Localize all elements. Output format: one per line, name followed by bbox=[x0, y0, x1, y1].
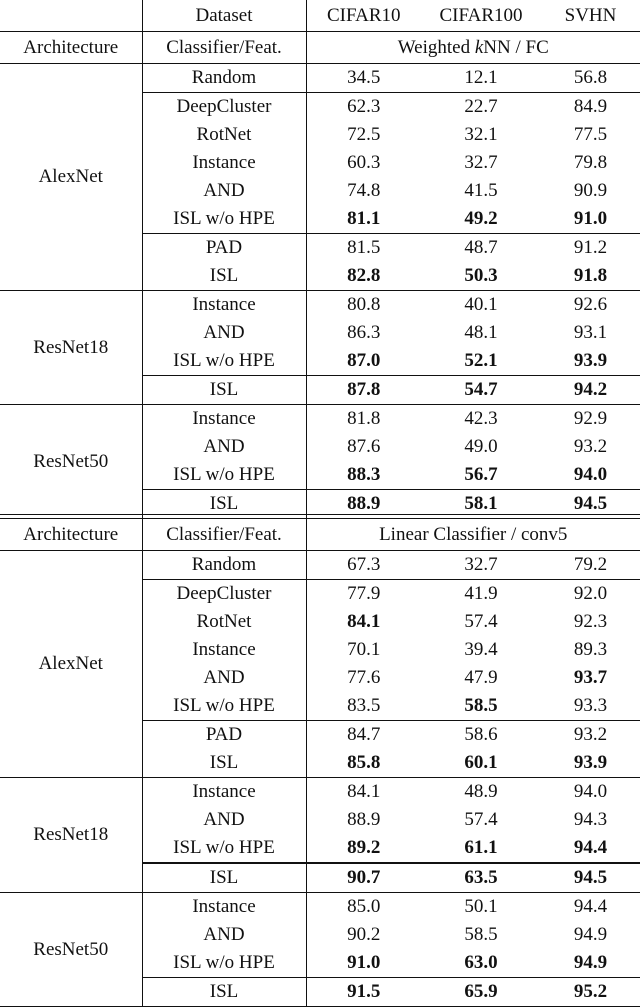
value-cell: 56.8 bbox=[541, 64, 640, 93]
method-cell: DeepCluster bbox=[142, 580, 306, 609]
method-cell: ISL w/o HPE bbox=[142, 347, 306, 376]
value-cell: 88.3 bbox=[306, 461, 421, 490]
value-cell: 72.5 bbox=[306, 121, 421, 149]
method-cell: AND bbox=[142, 177, 306, 205]
value-cell: 94.9 bbox=[573, 924, 608, 945]
value-cell: 82.8 bbox=[306, 262, 421, 291]
architecture-header: Architecture bbox=[0, 32, 142, 64]
table-row bbox=[0, 405, 640, 434]
method-cell: RotNet bbox=[142, 121, 306, 149]
value-cell: 87.0 bbox=[306, 347, 421, 376]
value-cell: 88.9 bbox=[306, 806, 421, 834]
value-cell: 83.5 bbox=[306, 692, 421, 721]
section-header-row bbox=[0, 32, 640, 64]
method-cell: ISL w/o HPE bbox=[142, 205, 306, 234]
value-cell: 94.0 bbox=[573, 464, 608, 485]
value-cell: 91.0 bbox=[306, 949, 421, 978]
value-cell: 65.9 bbox=[421, 978, 541, 1007]
method-cell: ISL w/o HPE bbox=[142, 834, 306, 863]
value-cell: 91.8 bbox=[573, 265, 608, 286]
architecture-header: Architecture bbox=[0, 519, 142, 551]
value-cell: 93.3 bbox=[573, 695, 608, 716]
value-cell: 48.7 bbox=[421, 234, 541, 263]
method-cell: DeepCluster bbox=[142, 93, 306, 122]
method-cell: Instance bbox=[142, 636, 306, 664]
value-cell: 81.8 bbox=[306, 405, 421, 434]
value-cell: 22.7 bbox=[421, 93, 541, 122]
value-cell: 62.3 bbox=[306, 93, 421, 122]
value-cell: 93.2 bbox=[541, 721, 640, 750]
value-cell: 56.7 bbox=[464, 464, 498, 485]
value-cell: 41.9 bbox=[421, 580, 541, 609]
table-separator-rule bbox=[0, 514, 640, 515]
value-cell: 32.1 bbox=[464, 124, 498, 145]
method-cell: Instance bbox=[142, 405, 306, 434]
table-row bbox=[0, 893, 640, 922]
value-cell: 90.2 bbox=[306, 921, 421, 949]
value-cell: 42.3 bbox=[421, 405, 541, 434]
section-header-row bbox=[0, 519, 640, 551]
value-cell: 39.4 bbox=[464, 639, 498, 660]
value-cell: 58.5 bbox=[464, 695, 498, 716]
value-cell: 50.3 bbox=[464, 265, 498, 286]
value-cell: 47.9 bbox=[464, 667, 498, 688]
value-cell: 63.5 bbox=[421, 863, 541, 893]
value-cell: 34.5 bbox=[306, 64, 421, 93]
value-cell: 48.9 bbox=[421, 778, 541, 807]
arch-label: ResNet18 bbox=[0, 778, 142, 893]
value-cell: 52.1 bbox=[464, 350, 498, 371]
method-cell: PAD bbox=[142, 234, 306, 263]
value-cell: 91.2 bbox=[541, 234, 640, 263]
classifier-header: Classifier/Feat. bbox=[142, 32, 306, 64]
value-cell: 92.6 bbox=[541, 291, 640, 320]
method-cell: AND bbox=[142, 319, 306, 347]
value-cell: 58.1 bbox=[421, 490, 541, 519]
cifar10-header: CIFAR10 bbox=[306, 0, 421, 32]
value-cell: 60.1 bbox=[464, 752, 498, 773]
method-cell: ISL bbox=[142, 978, 306, 1007]
value-cell: 84.9 bbox=[541, 93, 640, 122]
value-cell: 77.5 bbox=[573, 124, 608, 145]
arch-label: ResNet50 bbox=[0, 405, 142, 519]
value-cell: 92.0 bbox=[541, 580, 640, 609]
value-cell: 94.0 bbox=[541, 778, 640, 807]
table-row bbox=[0, 551, 640, 580]
value-cell: 88.9 bbox=[306, 490, 421, 519]
method-cell: Random bbox=[142, 551, 306, 580]
value-cell: 40.1 bbox=[421, 291, 541, 320]
method-cell: ISL w/o HPE bbox=[142, 461, 306, 490]
method-cell: AND bbox=[142, 806, 306, 834]
value-cell: 57.4 bbox=[464, 809, 498, 830]
value-cell: 92.3 bbox=[573, 611, 608, 632]
svhn-header: SVHN bbox=[564, 4, 617, 26]
value-cell: 93.7 bbox=[573, 667, 608, 688]
table-row bbox=[0, 291, 640, 320]
method-cell: Instance bbox=[142, 149, 306, 177]
method-cell: Random bbox=[142, 64, 306, 93]
table-row bbox=[0, 778, 640, 807]
method-cell: AND bbox=[142, 664, 306, 692]
method-cell: ISL bbox=[142, 262, 306, 291]
value-cell: 93.1 bbox=[573, 322, 608, 343]
value-cell: 89.3 bbox=[573, 639, 608, 660]
method-cell: ISL bbox=[142, 863, 306, 893]
value-cell: 85.8 bbox=[306, 749, 421, 778]
dataset-header-row bbox=[0, 0, 640, 32]
section-subtitle: Weighted kNN / FC bbox=[306, 32, 640, 64]
value-cell: 58.6 bbox=[421, 721, 541, 750]
value-cell: 93.9 bbox=[573, 350, 608, 371]
method-cell: Instance bbox=[142, 778, 306, 807]
value-cell: 81.1 bbox=[306, 205, 421, 234]
value-cell: 77.6 bbox=[306, 664, 421, 692]
method-cell: ISL bbox=[142, 376, 306, 405]
value-cell: 12.1 bbox=[421, 64, 541, 93]
value-cell: 94.5 bbox=[541, 490, 640, 519]
arch-label: AlexNet bbox=[0, 64, 142, 291]
method-cell: ISL bbox=[142, 490, 306, 519]
dataset-header: Dataset bbox=[142, 0, 306, 32]
arch-label: ResNet50 bbox=[0, 893, 142, 1007]
arch-label: AlexNet bbox=[0, 551, 142, 778]
value-cell: 94.4 bbox=[573, 837, 608, 858]
value-cell: 41.5 bbox=[464, 180, 498, 201]
method-cell: ISL bbox=[142, 749, 306, 778]
method-cell: Instance bbox=[142, 291, 306, 320]
table-row bbox=[0, 64, 640, 93]
value-cell: 90.7 bbox=[306, 863, 421, 893]
classifier-header: Classifier/Feat. bbox=[142, 519, 306, 551]
value-cell: 93.9 bbox=[573, 752, 608, 773]
value-cell: 94.2 bbox=[541, 376, 640, 405]
method-cell: ISL w/o HPE bbox=[142, 692, 306, 721]
value-cell: 93.2 bbox=[573, 436, 608, 457]
arch-label: ResNet18 bbox=[0, 291, 142, 405]
value-cell: 67.3 bbox=[306, 551, 421, 580]
value-cell: 48.1 bbox=[464, 322, 498, 343]
value-cell: 94.4 bbox=[541, 893, 640, 922]
cifar100-header: CIFAR100 bbox=[439, 4, 523, 26]
value-cell: 86.3 bbox=[306, 319, 421, 347]
value-cell: 87.6 bbox=[306, 433, 421, 461]
method-cell: RotNet bbox=[142, 608, 306, 636]
value-cell: 49.0 bbox=[464, 436, 498, 457]
method-cell: PAD bbox=[142, 721, 306, 750]
value-cell: 79.8 bbox=[573, 152, 608, 173]
method-cell: Instance bbox=[142, 893, 306, 922]
value-cell: 61.1 bbox=[464, 837, 498, 858]
value-cell: 58.5 bbox=[464, 924, 498, 945]
value-cell: 84.1 bbox=[306, 608, 421, 636]
value-cell: 74.8 bbox=[306, 177, 421, 205]
value-cell: 32.7 bbox=[464, 152, 498, 173]
linear-results-table bbox=[0, 518, 640, 1007]
value-cell: 92.9 bbox=[541, 405, 640, 434]
value-cell: 95.2 bbox=[541, 978, 640, 1007]
value-cell: 80.8 bbox=[306, 291, 421, 320]
value-cell: 84.1 bbox=[306, 778, 421, 807]
value-cell: 84.7 bbox=[306, 721, 421, 750]
method-cell: AND bbox=[142, 433, 306, 461]
value-cell: 87.8 bbox=[306, 376, 421, 405]
value-cell: 63.0 bbox=[464, 952, 498, 973]
value-cell: 70.1 bbox=[306, 636, 421, 664]
value-cell: 49.2 bbox=[464, 208, 498, 229]
method-cell: AND bbox=[142, 921, 306, 949]
value-cell: 77.9 bbox=[306, 580, 421, 609]
method-cell: ISL w/o HPE bbox=[142, 949, 306, 978]
value-cell: 90.9 bbox=[573, 180, 608, 201]
value-cell: 50.1 bbox=[421, 893, 541, 922]
value-cell: 81.5 bbox=[306, 234, 421, 263]
value-cell: 89.2 bbox=[306, 834, 421, 863]
section-subtitle: Linear Classifier / conv5 bbox=[306, 519, 640, 551]
value-cell: 91.5 bbox=[306, 978, 421, 1007]
value-cell: 79.2 bbox=[541, 551, 640, 580]
value-cell: 91.0 bbox=[573, 208, 608, 229]
value-cell: 32.7 bbox=[421, 551, 541, 580]
value-cell: 54.7 bbox=[421, 376, 541, 405]
value-cell: 60.3 bbox=[306, 149, 421, 177]
value-cell: 57.4 bbox=[464, 611, 498, 632]
value-cell: 94.3 bbox=[573, 809, 608, 830]
value-cell: 85.0 bbox=[306, 893, 421, 922]
value-cell: 94.9 bbox=[573, 952, 608, 973]
value-cell: 94.5 bbox=[541, 863, 640, 893]
